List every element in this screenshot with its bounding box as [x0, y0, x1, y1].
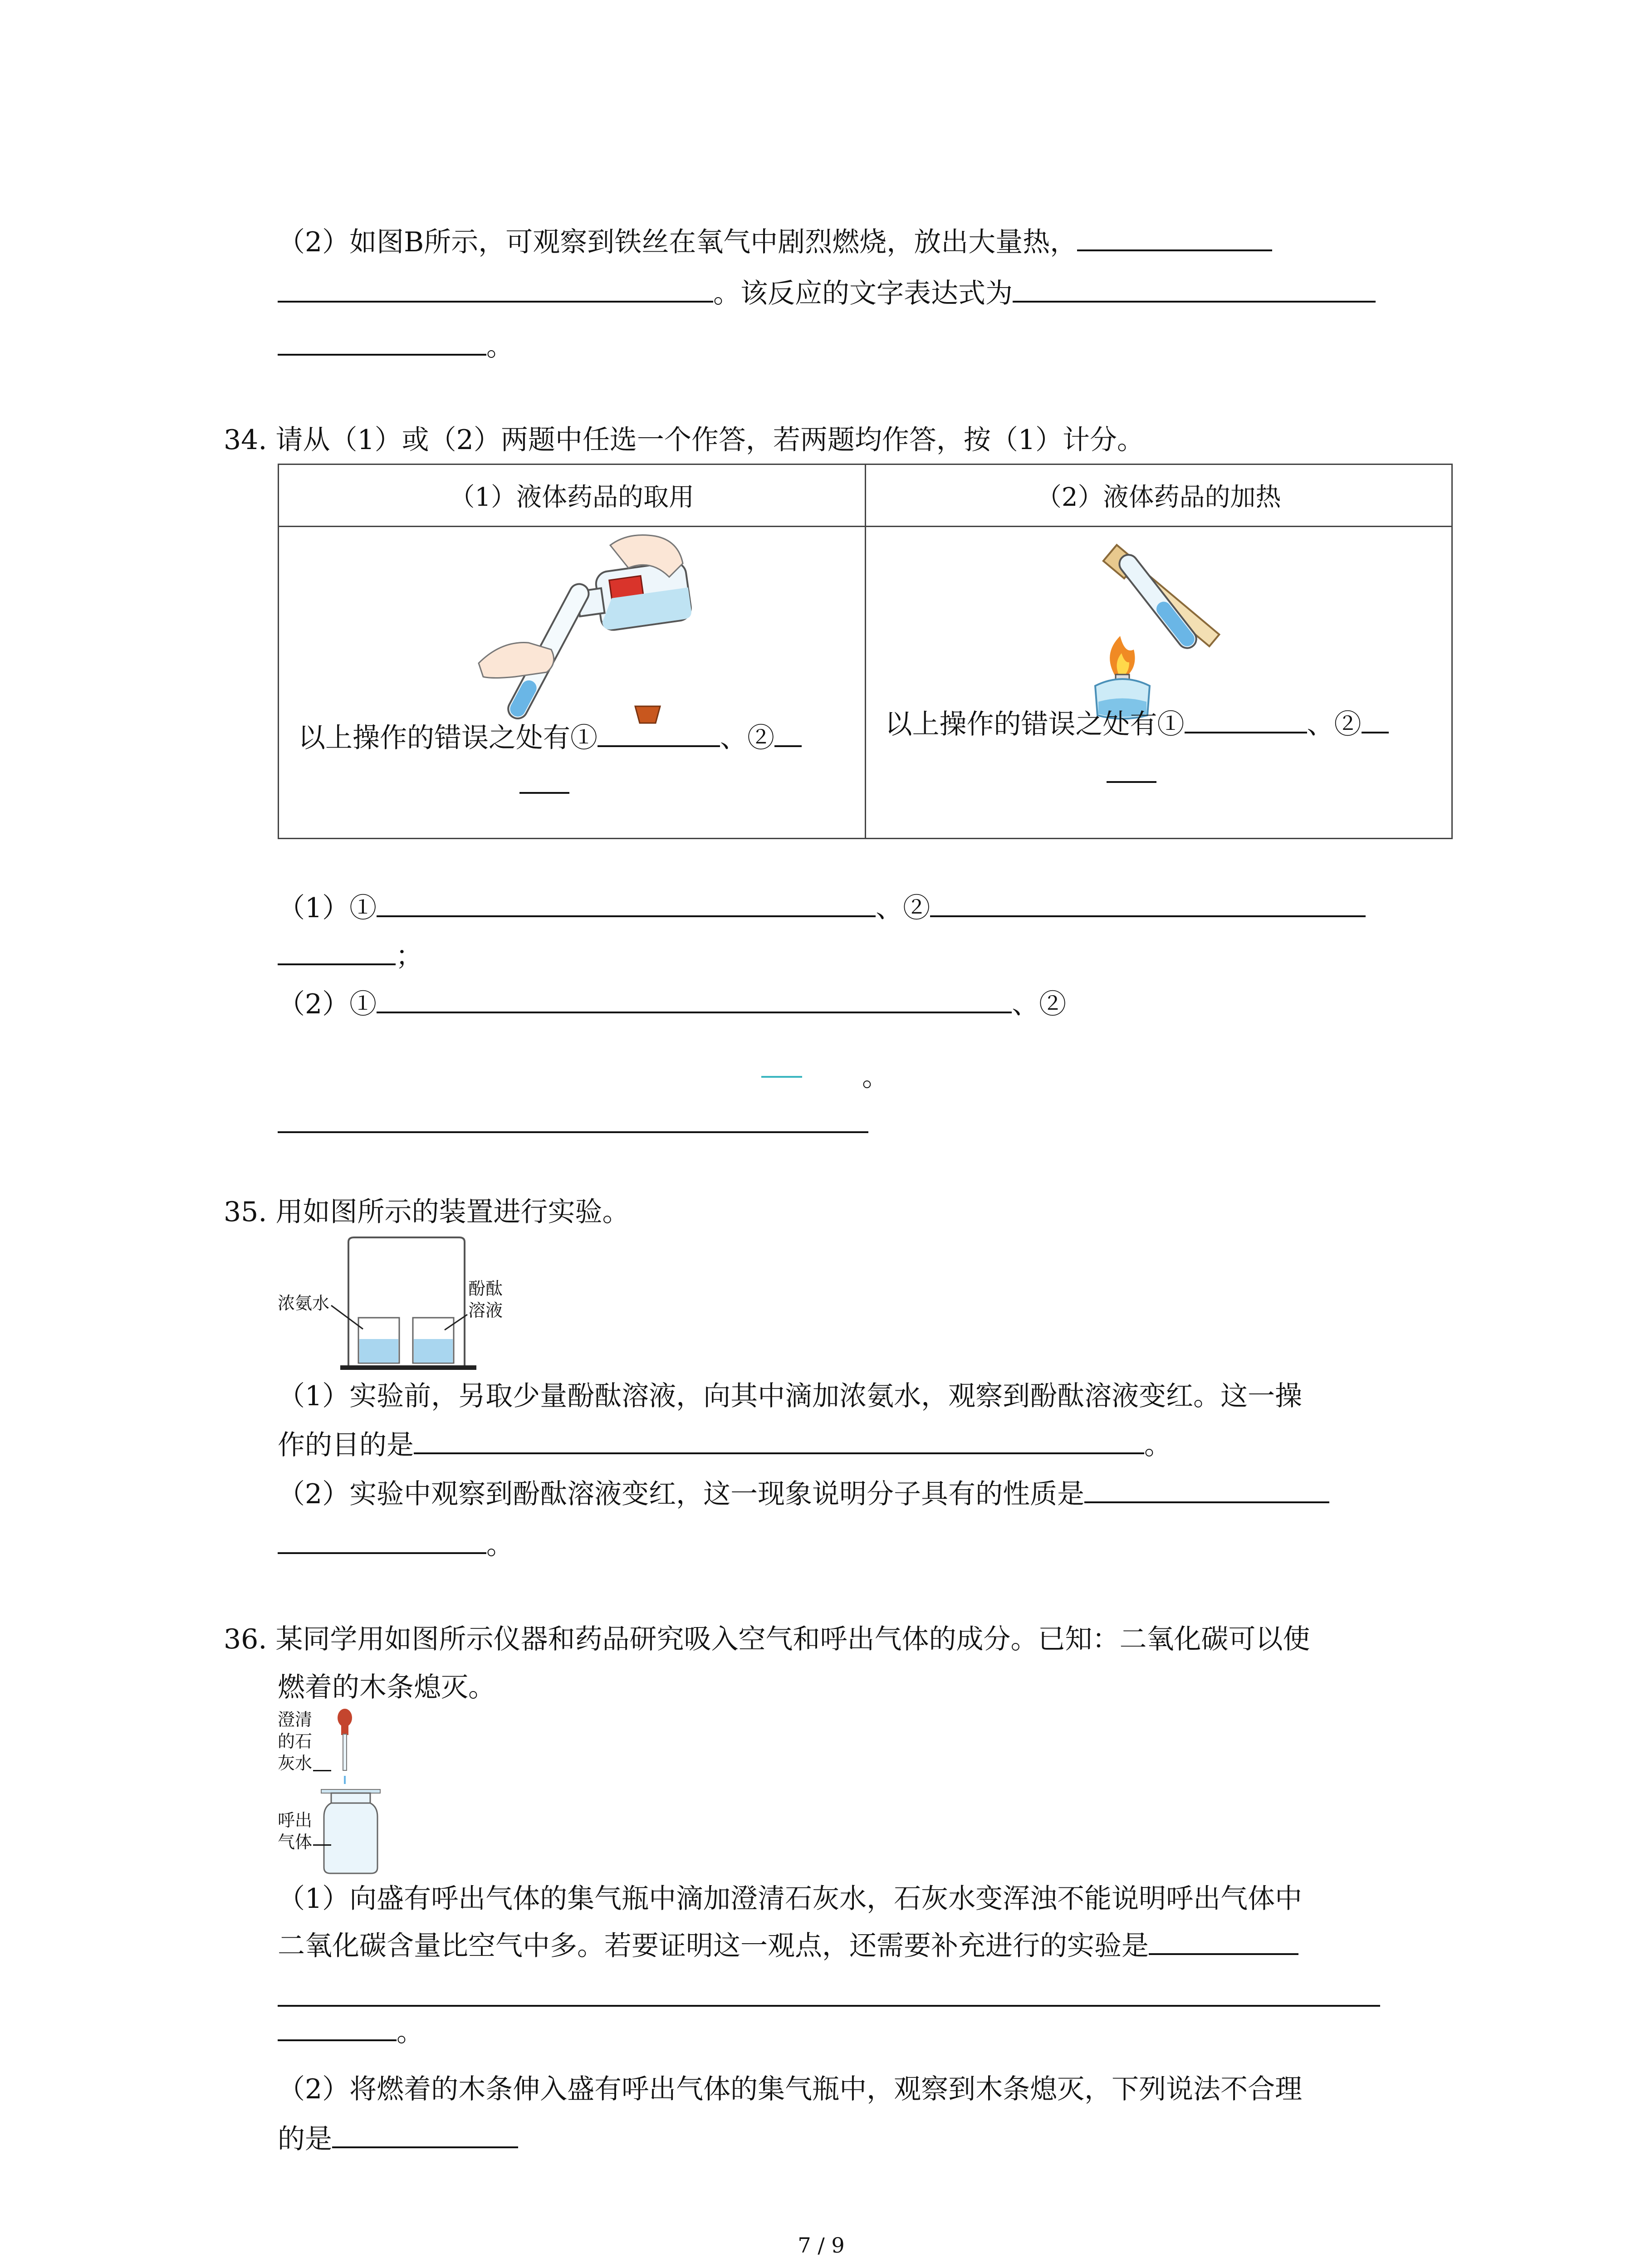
q34-answer-1-line2: ；: [278, 938, 423, 974]
gas-collection-bottle-illustration: [318, 1708, 386, 1880]
q33-part2-line3: 。: [278, 328, 514, 365]
q33-part2-line1: （2）如图B所示，可观察到铁丝在氧气中剧烈燃烧，放出大量热，: [278, 224, 1272, 260]
q36-stem-line2: 燃着的木条熄灭。: [278, 1672, 495, 1703]
q34-col2-header: （2）液体药品的加热: [865, 464, 1452, 527]
q36-part1-line2: 二氧化碳含量比空气中多。若要证明这一观点，还需要补充进行的实验是: [278, 1928, 1298, 1964]
q34-answer-2-end: 。: [862, 1061, 889, 1093]
q34-stem: 34. 请从（1）或（2）两题中任选一个作答，若两题均作答，按（1）计分。: [224, 424, 1145, 456]
q35-blank-1[interactable]: [414, 1427, 1144, 1454]
q36-part2-line1: （2）将燃着的木条伸入盛有呼出气体的集气瓶中，观察到木条熄灭，下列说法不合理: [278, 2073, 1303, 2105]
q34-col2-prompt: 以上操作的错误之处有① 、②: [885, 706, 1389, 743]
q35-part1-line1: （1）实验前，另取少量酚酞溶液，向其中滴加浓氨水，观察到酚酞溶液变红。这一操: [278, 1380, 1303, 1412]
q33-part2-line2: 。该反应的文字表达式为: [278, 275, 1376, 312]
q34-ans1-blank-1[interactable]: [377, 890, 876, 917]
q36-blank-1-cont-a[interactable]: [278, 2005, 1380, 2007]
q34-col1-blank-1[interactable]: [598, 720, 720, 747]
liquid-heating-illustration: [1070, 536, 1261, 727]
q34-ans1-blank-2[interactable]: [930, 890, 1366, 917]
q36-label-exhaled-1: 呼出: [278, 1810, 313, 1830]
page-number: 7 / 9: [798, 2233, 845, 2258]
q34-ans2-blank-1[interactable]: [377, 986, 1012, 1013]
q36-part1-line1: （1）向盛有呼出气体的集气瓶中滴加澄清石灰水，石灰水变浑浊不能说明呼出气体中: [278, 1883, 1303, 1915]
q34-col2-blank-2a[interactable]: [1362, 706, 1389, 733]
q34-col1-blank-2a[interactable]: [774, 720, 802, 747]
q34-ans1-blank-2-cont[interactable]: [278, 938, 396, 965]
q34-col2-blank-1[interactable]: [1185, 706, 1307, 733]
q35-label-phenolphthalein-2: 溶液: [468, 1300, 503, 1320]
q36-blank-1[interactable]: [1149, 1928, 1298, 1955]
q34-col1-cell: [279, 527, 866, 839]
q35-label-ammonia: 浓氨水: [278, 1293, 330, 1313]
q33-blank-2[interactable]: [278, 275, 713, 303]
q34-answer-1-line1: （1）① 、②: [278, 890, 1366, 926]
q33-blank-1[interactable]: [1077, 224, 1272, 251]
q34-col1-prompt: 以上操作的错误之处有① 、②: [298, 720, 802, 756]
q34-col1-header: （1）液体药品的取用: [279, 464, 866, 527]
q35-label-phenolphthalein-1: 酚酞: [468, 1279, 503, 1299]
q35-part2-line2: 。: [278, 1527, 514, 1563]
q36-part1-line4: 。: [278, 2014, 424, 2050]
q34-ans2-blank-2[interactable]: [278, 1131, 868, 1133]
q36-label-limewater-1: 澄清: [278, 1710, 313, 1730]
q36-stem-line1: 36. 某同学用如图所示仪器和药品研究吸入空气和呼出气体的成分。已知：二氧化碳可以使: [224, 1623, 1310, 1655]
q36-leader-line-2: [313, 1844, 331, 1846]
q36-label-limewater-2: 的石: [278, 1731, 313, 1751]
q36-blank-2[interactable]: [332, 2121, 518, 2148]
q34-col2-cell: [865, 527, 1452, 839]
teal-mark: [761, 1076, 802, 1078]
q34-table: [278, 464, 1453, 839]
q36-label-exhaled-2: 气体: [278, 1832, 313, 1852]
liquid-pouring-illustration: [474, 527, 728, 740]
q35-blank-2-cont[interactable]: [278, 1527, 486, 1554]
q36-leader-line-1: [313, 1770, 331, 1771]
q36-blank-1-cont-b[interactable]: [278, 2014, 397, 2041]
q35-stem: 35. 用如图所示的装置进行实验。: [224, 1196, 630, 1228]
q35-part1-line2: 作的目的是 。: [278, 1427, 1171, 1463]
q36-label-limewater-3: 灰水: [278, 1753, 313, 1773]
q35-blank-2[interactable]: [1084, 1476, 1329, 1503]
q36-part2-line2: 的是: [278, 2121, 518, 2157]
q33-blank-3[interactable]: [1013, 275, 1376, 303]
q34-answer-2-line1: （2）① 、②: [278, 986, 1066, 1022]
q34-col2-blank-2b[interactable]: [1107, 781, 1156, 783]
q33-blank-4[interactable]: [278, 328, 486, 356]
q35-part2-line1: （2）实验中观察到酚酞溶液变红，这一现象说明分子具有的性质是: [278, 1476, 1329, 1512]
q34-col1-blank-2b[interactable]: [519, 792, 569, 794]
